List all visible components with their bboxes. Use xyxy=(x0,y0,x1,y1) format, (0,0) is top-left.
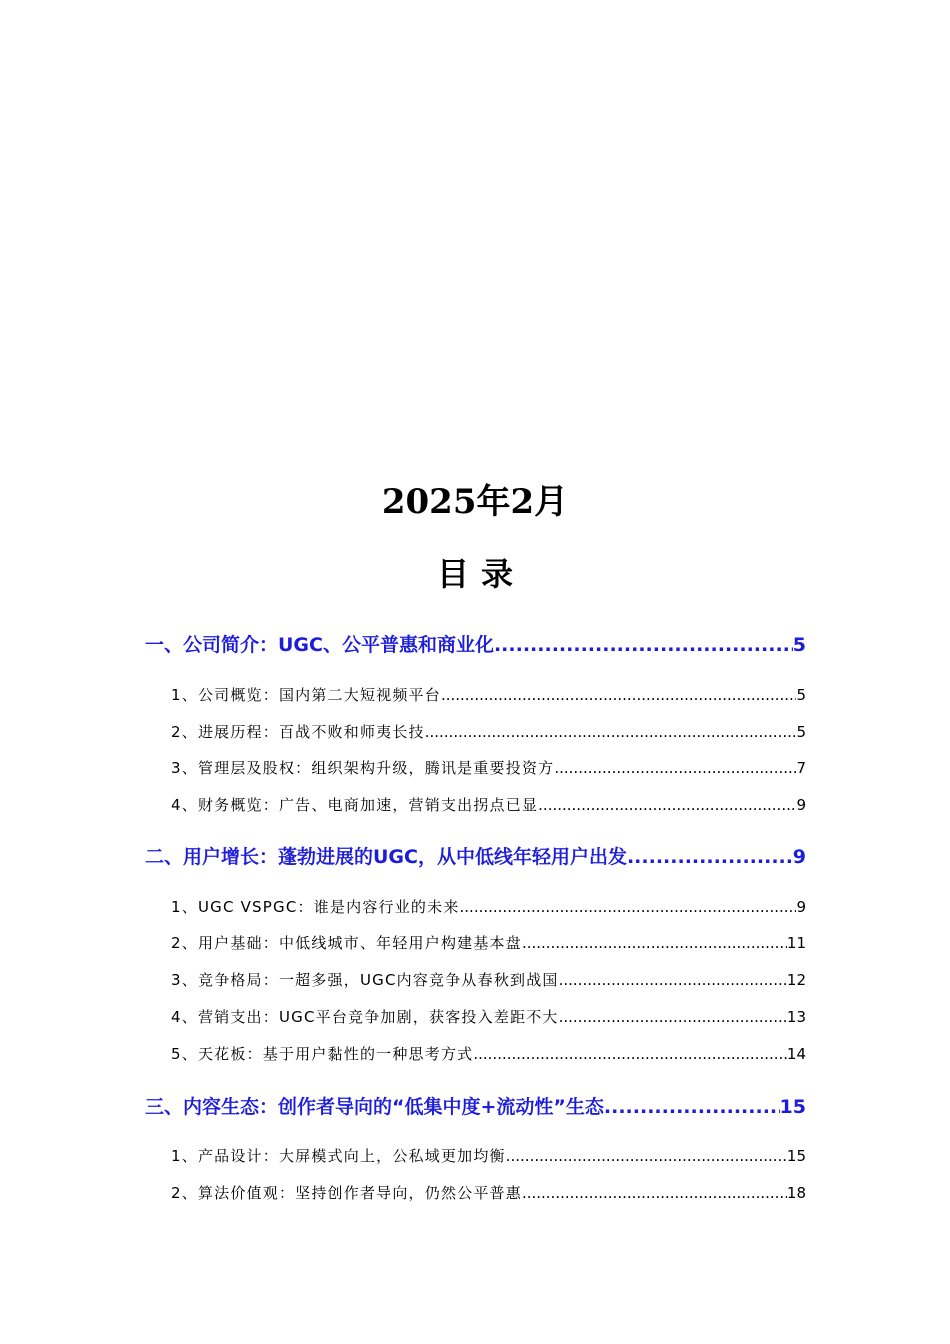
toc-item-title: 2、算法价值观：坚持创作者导向，仍然公平普惠 xyxy=(171,1184,522,1202)
toc-item-title: 2、用户基础：中低线城市、年轻用户构建基本盘 xyxy=(171,934,522,952)
toc-leader xyxy=(441,686,797,704)
toc-leader xyxy=(425,723,797,741)
toc-item-1-2[interactable] xyxy=(171,721,806,745)
toc-page-number: 13 xyxy=(786,1008,806,1026)
toc-item-title: 3、管理层及股权：组织架构升级，腾讯是重要投资方 xyxy=(171,759,555,777)
toc-page-number: 14 xyxy=(786,1045,806,1063)
toc-item-title: 1、UGC VSPGC：谁是内容行业的未来 xyxy=(171,898,460,916)
toc-leader xyxy=(473,1045,787,1063)
toc-section-1[interactable] xyxy=(145,630,806,660)
toc-page-number: 15 xyxy=(779,1096,806,1118)
toc-item-3-2[interactable] xyxy=(171,1182,806,1206)
toc-leader xyxy=(506,1147,787,1165)
toc-item-title: 5、天花板：基于用户黏性的一种思考方式 xyxy=(171,1045,474,1063)
toc-item-3-1[interactable] xyxy=(171,1145,806,1169)
toc-section-title: 三、内容生态：创作者导向的“低集中度+流动性”生态 xyxy=(145,1096,604,1118)
toc-leader xyxy=(627,846,793,868)
toc-page-number: 5 xyxy=(792,634,806,656)
toc-item-title: 1、公司概览：国内第二大短视频平台 xyxy=(171,686,441,704)
toc-item-1-3[interactable] xyxy=(171,757,806,781)
toc-leader xyxy=(559,971,787,989)
toc-section-2[interactable] xyxy=(145,842,806,872)
toc-page-number: 9 xyxy=(792,846,806,868)
toc-leader xyxy=(522,934,787,952)
toc-item-title: 1、产品设计：大屏模式向上，公私域更加均衡 xyxy=(171,1147,506,1165)
toc-item-2-1[interactable] xyxy=(171,896,806,920)
toc-page-number: 9 xyxy=(796,898,806,916)
toc-leader xyxy=(522,1184,787,1202)
toc-page-number: 9 xyxy=(796,796,806,814)
toc-page-number: 11 xyxy=(786,934,806,952)
toc-page-number: 7 xyxy=(796,759,806,777)
toc-item-1-4[interactable] xyxy=(171,794,806,818)
toc-item-2-5[interactable] xyxy=(171,1043,806,1067)
toc-title: 目录 xyxy=(436,555,525,593)
toc-item-2-4[interactable] xyxy=(171,1006,806,1030)
toc-leader xyxy=(559,1008,787,1026)
toc-page-number: 12 xyxy=(786,971,806,989)
toc-item-2-2[interactable] xyxy=(171,932,806,956)
toc-page-number: 15 xyxy=(786,1147,806,1165)
toc-leader xyxy=(460,898,797,916)
toc-leader xyxy=(494,634,793,656)
toc-page-number: 5 xyxy=(796,723,806,741)
toc-section-3[interactable] xyxy=(145,1092,806,1122)
report-date: 2025年2月 xyxy=(381,482,569,522)
toc-item-title: 4、财务概览：广告、电商加速，营销支出拐点已显 xyxy=(171,796,539,814)
toc-item-1-1[interactable] xyxy=(171,684,806,708)
toc-page-number: 18 xyxy=(786,1184,806,1202)
toc-item-title: 4、营销支出：UGC平台竞争加剧，获客投入差距不大 xyxy=(171,1008,559,1026)
toc-leader xyxy=(604,1096,780,1118)
toc-page-number: 5 xyxy=(796,686,806,704)
toc-leader xyxy=(538,796,796,814)
toc-section-title: 一、公司简介：UGC、公平普惠和商业化 xyxy=(145,634,494,656)
toc-item-title: 2、进展历程：百战不败和师夷长技 xyxy=(171,723,425,741)
toc-item-title: 3、竞争格局：一超多强，UGC内容竞争从春秋到战国 xyxy=(171,971,559,989)
toc-item-2-3[interactable] xyxy=(171,969,806,993)
toc-section-title: 二、用户增长：蓬勃进展的UGC，从中低线年轻用户出发 xyxy=(145,846,627,868)
toc-leader xyxy=(554,759,796,777)
